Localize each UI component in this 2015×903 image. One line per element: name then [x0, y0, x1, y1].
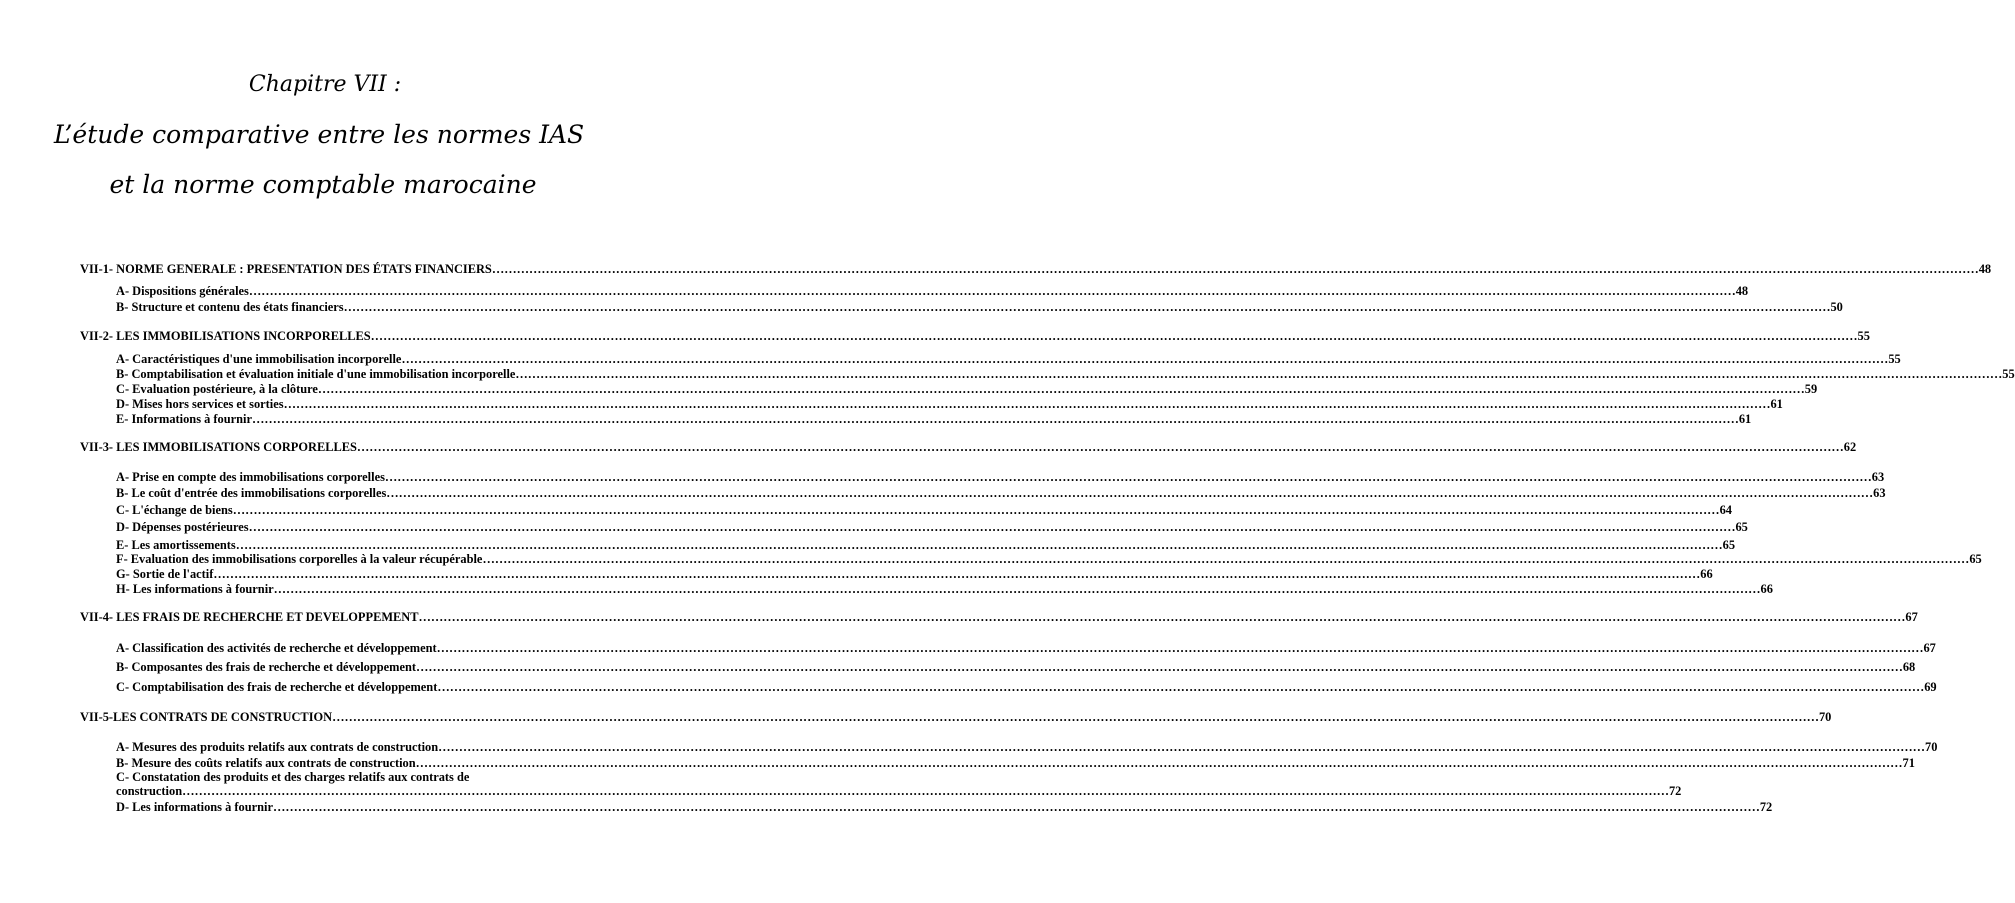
toc-label: VII-4- LES FRAIS DE RECHERCHE ET DEVELOPPEMENT	[80, 610, 419, 624]
toc-page-number: 69	[1924, 680, 1937, 694]
toc-page-number: 70	[1818, 710, 1832, 724]
toc-page-number: 48	[1735, 284, 1749, 298]
toc-section[interactable]	[80, 610, 1918, 624]
toc-leader: ………………………………………………………………………………………………………………………………………………………………………………………………………………………………………………………………………………………………………………………………	[418, 610, 1906, 624]
toc-entry[interactable]	[116, 756, 1915, 770]
toc-page-number: 68	[1902, 660, 1916, 674]
toc-entry[interactable]	[116, 582, 1773, 596]
chapter-heading: Chapitre VII :	[248, 72, 402, 97]
toc-label: A- Caractéristiques d'une immobilisation incorporelle	[116, 352, 402, 366]
toc-leader: ………………………………………………………………………………………………………………………………………………………………………………………………………………………………………………………………………………………………………………………………	[515, 367, 2003, 381]
toc-label: E- Les amortissements	[116, 538, 236, 552]
toc-page-number: 61	[1738, 412, 1752, 426]
toc-entry[interactable]	[116, 352, 1901, 366]
toc-leader: ………………………………………………………………………………………………………………………………………………………………………………………………………………………………………………………………………………………………………………………………	[248, 520, 1736, 534]
toc-leader: ………………………………………………………………………………………………………………………………………………………………………………………………………………………………………………………………………………………………………………………………	[415, 660, 1903, 674]
toc-page-number: 62	[1843, 440, 1857, 454]
toc-page-number: 67	[1905, 610, 1918, 624]
toc-page-number: 71	[1902, 756, 1915, 770]
toc-label: VII-5-LES CONTRATS DE CONSTRUCTION	[80, 710, 333, 724]
toc-entry[interactable]	[116, 641, 1936, 655]
toc-leader: ………………………………………………………………………………………………………………………………………………………………………………………………………………………………………………………………………………………………………………………………	[332, 710, 1819, 724]
toc-entry[interactable]	[116, 538, 1736, 552]
toc-label: E- Informations à fournir	[116, 412, 252, 426]
toc-entry[interactable]	[116, 680, 1937, 694]
toc-page-number: 55	[1888, 352, 1901, 366]
toc-entry[interactable]	[116, 740, 1938, 754]
toc-leader: ………………………………………………………………………………………………………………………………………………………………………………………………………………………………………………………………………………………………………………………………	[482, 552, 1970, 566]
toc-leader: ………………………………………………………………………………………………………………………………………………………………………………………………………………………………………………………………………………………………………………………………	[213, 567, 1701, 581]
toc-entry[interactable]	[116, 284, 1749, 298]
toc-entry[interactable]	[116, 784, 1682, 798]
toc-section[interactable]	[80, 440, 1857, 454]
toc-page-number: 67	[1923, 641, 1936, 655]
toc-leader: ………………………………………………………………………………………………………………………………………………………………………………………………………………………………………………………………………………………………………………………………	[370, 329, 1858, 343]
toc-label: A- Prise en compte des immobilisations corporelles	[116, 470, 385, 484]
toc-leader: ………………………………………………………………………………………………………………………………………………………………………………………………………………………………………………………………………………………………………………………………	[437, 680, 1925, 694]
toc-section[interactable]	[80, 262, 1992, 276]
toc-page-number: 55	[2002, 367, 2015, 381]
toc-leader: ………………………………………………………………………………………………………………………………………………………………………………………………………………………………………………………………………………………………………………………………	[283, 397, 1771, 411]
toc-page-number: 72	[1668, 784, 1682, 798]
toc-label: construction	[116, 784, 183, 798]
toc-entry-wrap-line[interactable]: C- Constatation des produits et des charges relatifs aux contrats de	[116, 770, 470, 784]
toc-label: G- Sortie de l'actif	[116, 567, 214, 581]
toc-page-number: 66	[1700, 567, 1713, 581]
toc-leader: ………………………………………………………………………………………………………………………………………………………………………………………………………………………………………………………………………………………………………………………………	[235, 538, 1723, 552]
toc-leader: ………………………………………………………………………………………………………………………………………………………………………………………………………………………………………………………………………………………………………………………………	[272, 800, 1760, 814]
toc-leader: ………………………………………………………………………………………………………………………………………………………………………………………………………………………………………………………………………………………………………………………………	[384, 470, 1872, 484]
toc-leader: ………………………………………………………………………………………………………………………………………………………………………………………………………………………………………………………………………………………………………………………………	[248, 284, 1736, 298]
toc-entry[interactable]	[116, 486, 1886, 500]
toc-entry[interactable]	[116, 470, 1885, 484]
toc-page-number: 61	[1770, 397, 1783, 411]
toc-label: B- Structure et contenu des états financiers	[116, 300, 344, 314]
toc-label: D- Dépenses postérieures	[116, 520, 249, 534]
toc-page-number: 65	[1969, 552, 1982, 566]
toc-label: A- Classification des activités de recherche et développement	[116, 641, 437, 655]
toc-page-number: 65	[1722, 538, 1736, 552]
toc-entry[interactable]	[116, 397, 1783, 411]
toc-entry[interactable]	[116, 520, 1748, 534]
toc-label: A- Mesures des produits relatifs aux contrats de construction	[116, 740, 439, 754]
toc-label: C- Comptabilisation des frais de recherche et développement	[116, 680, 438, 694]
toc-page-number: 55	[1857, 329, 1870, 343]
toc-leader: ………………………………………………………………………………………………………………………………………………………………………………………………………………………………………………………………………………………………………………………………	[491, 262, 1979, 276]
toc-label: B- Mesure des coûts relatifs aux contrats de construction	[116, 756, 416, 770]
toc-leader: ………………………………………………………………………………………………………………………………………………………………………………………………………………………………………………………………………………………………………………………………	[401, 352, 1889, 366]
toc-leader: ………………………………………………………………………………………………………………………………………………………………………………………………………………………………………………………………………………………………………………………………	[182, 784, 1669, 798]
toc-leader: ………………………………………………………………………………………………………………………………………………………………………………………………………………………………………………………………………………………………………………………………	[436, 641, 1924, 655]
toc-entry[interactable]	[116, 552, 1982, 566]
toc-page-number: 63	[1871, 470, 1885, 484]
toc-label: VII-2- LES IMMOBILISATIONS INCORPORELLES	[80, 329, 371, 343]
toc-entry[interactable]	[116, 660, 1916, 674]
toc-leader: ………………………………………………………………………………………………………………………………………………………………………………………………………………………………………………………………………………………………………………………………	[438, 740, 1926, 754]
toc-page-number: 70	[1925, 740, 1938, 754]
toc-label: C- L'échange de biens	[116, 503, 233, 517]
toc-leader: ………………………………………………………………………………………………………………………………………………………………………………………………………………………………………………………………………………………………………………………………	[386, 486, 1874, 500]
toc-entry[interactable]	[116, 800, 1773, 814]
toc-page-number: 63	[1873, 486, 1886, 500]
toc-section[interactable]	[80, 329, 1870, 343]
toc-label: C- Evaluation postérieure, à la clôture	[116, 382, 318, 396]
toc-leader: ………………………………………………………………………………………………………………………………………………………………………………………………………………………………………………………………………………………………………………………………	[232, 503, 1720, 517]
toc-label: B- Comptabilisation et évaluation initiale d'une immobilisation incorporelle	[116, 367, 516, 381]
toc-entry[interactable]	[116, 382, 1818, 396]
toc-leader: ………………………………………………………………………………………………………………………………………………………………………………………………………………………………………………………………………………………………………………………………	[251, 412, 1739, 426]
toc-label: F- Evaluation des immobilisations corporelles à la valeur récupérable	[116, 552, 483, 566]
toc-page-number: 64	[1719, 503, 1732, 517]
chapter-title-line1: L’étude comparative entre les normes IAS	[53, 120, 585, 149]
toc-page-number: 59	[1804, 382, 1818, 396]
toc-leader: ………………………………………………………………………………………………………………………………………………………………………………………………………………………………………………………………………………………………………………………………	[415, 756, 1903, 770]
toc-label: H- Les informations à fournir	[116, 582, 274, 596]
toc-entry[interactable]	[116, 367, 2015, 381]
toc-label: A- Dispositions générales	[116, 284, 249, 298]
toc-entry[interactable]	[116, 300, 1843, 314]
toc-page-number: 66	[1760, 582, 1773, 596]
toc-leader: ………………………………………………………………………………………………………………………………………………………………………………………………………………………………………………………………………………………………………………………………	[356, 440, 1844, 454]
toc-section[interactable]	[80, 710, 1832, 724]
toc-label: B- Composantes des frais de recherche et développement	[116, 660, 416, 674]
toc-label: D- Les informations à fournir	[116, 800, 273, 814]
toc-label: D- Mises hors services et sorties	[116, 397, 284, 411]
toc-label: VII-1- NORME GENERALE : PRESENTATION DES ÉTATS FINANCIERS	[80, 262, 492, 276]
toc-entry[interactable]	[116, 503, 1732, 517]
toc-page-number: 72	[1759, 800, 1773, 814]
toc-entry[interactable]	[116, 567, 1713, 581]
toc-leader: ………………………………………………………………………………………………………………………………………………………………………………………………………………………………………………………………………………………………………………………………	[273, 582, 1761, 596]
chapter-title-line2: et la norme comptable marocaine	[109, 170, 537, 199]
toc-leader: ………………………………………………………………………………………………………………………………………………………………………………………………………………………………………………………………………………………………………………………………	[317, 382, 1805, 396]
toc-leader: ………………………………………………………………………………………………………………………………………………………………………………………………………………………………………………………………………………………………………………………………	[343, 300, 1831, 314]
toc-page-number: 65	[1735, 520, 1748, 534]
toc-page-number: 50	[1830, 300, 1843, 314]
toc-label: B- Le coût d'entrée des immobilisations corporelles	[116, 486, 387, 500]
toc-entry[interactable]	[116, 412, 1752, 426]
toc-label: VII-3- LES IMMOBILISATIONS CORPORELLES	[80, 440, 357, 454]
toc-page-number: 48	[1978, 262, 1992, 276]
